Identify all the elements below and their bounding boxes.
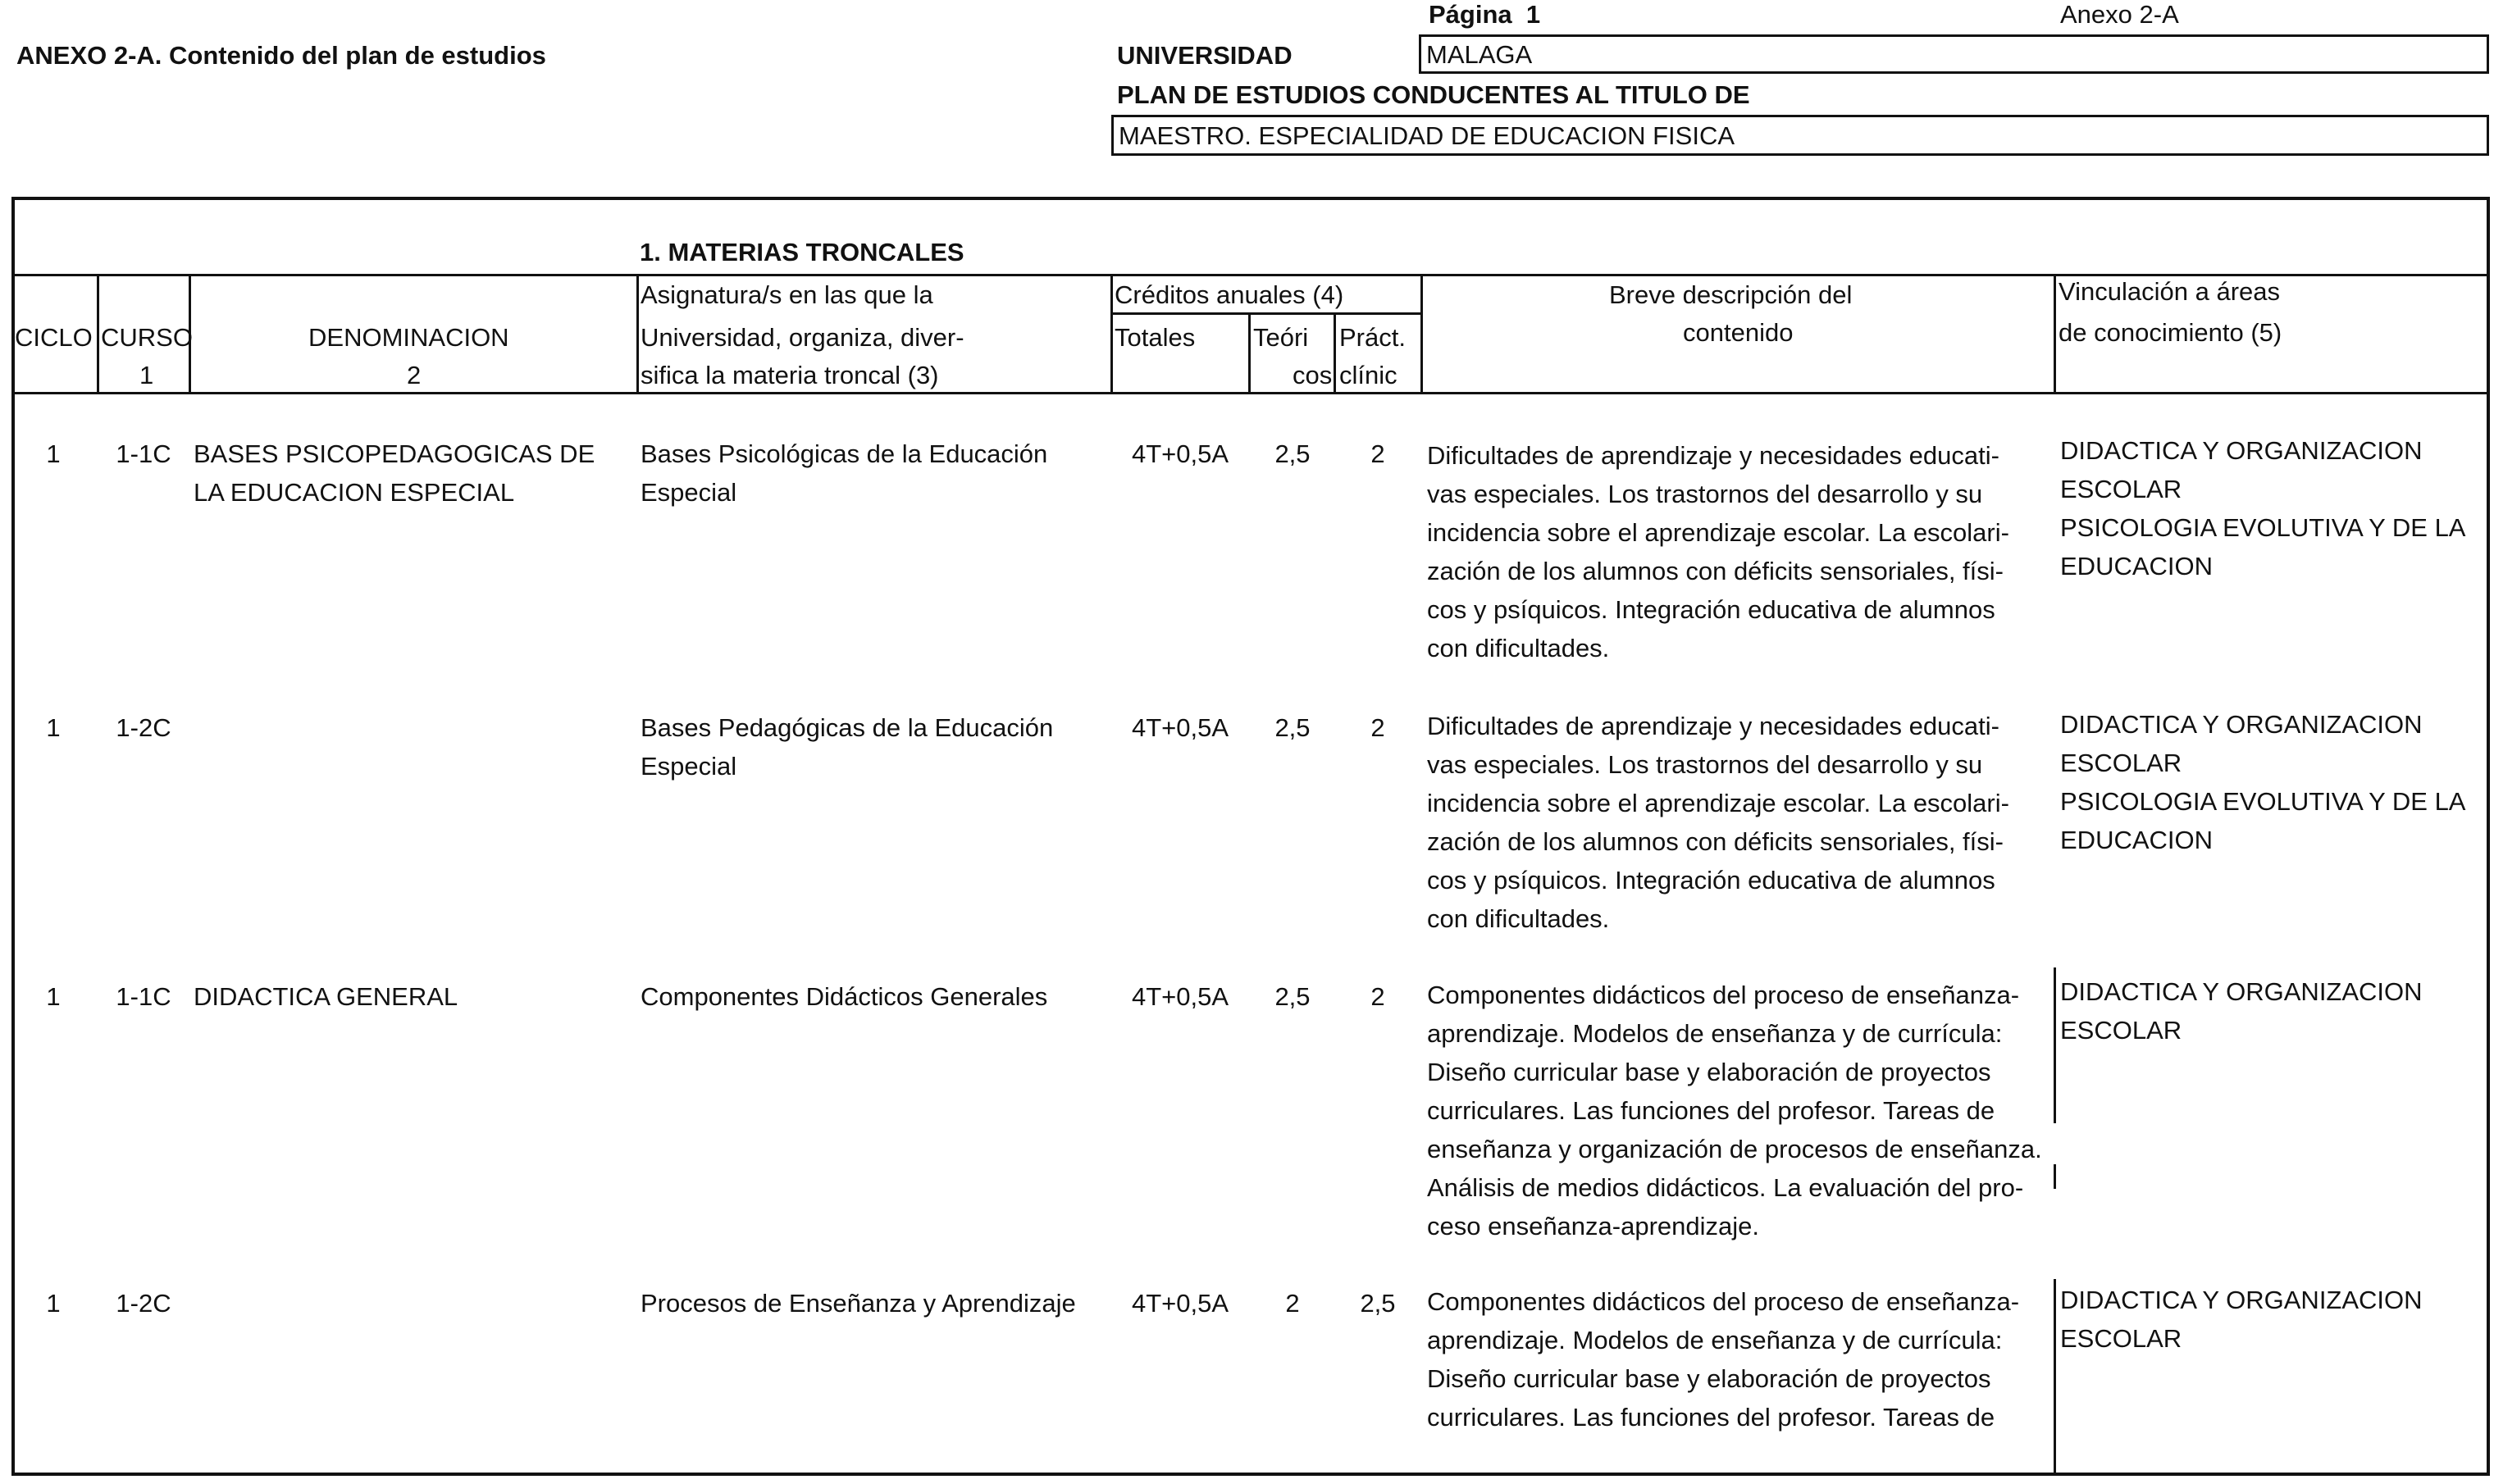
cell-asignatura: Componentes Didácticos Generales bbox=[641, 982, 1048, 1011]
cell-ciclo: 1 bbox=[46, 713, 61, 742]
cell-totales: 4T+0,5A bbox=[1131, 1289, 1229, 1318]
cell-teoricos: 2,5 bbox=[1274, 713, 1311, 742]
vline-teori bbox=[1334, 312, 1336, 394]
vline-desc-body-2 bbox=[2054, 1164, 2056, 1189]
header-bottom-rule bbox=[11, 392, 2490, 394]
cell-vinculacion: DIDACTICA Y ORGANIZACION ESCOLAR bbox=[2060, 977, 2423, 1045]
col-vinc-line2: de conocimiento (5) bbox=[2059, 318, 2282, 347]
cell-asignatura: Bases Psicológicas de la Educación Especial bbox=[641, 439, 1048, 507]
vline-denom bbox=[636, 274, 639, 394]
cell-teoricos: 2,5 bbox=[1274, 982, 1311, 1011]
cell-practicos: 2 bbox=[1370, 439, 1385, 468]
vline-ciclo bbox=[97, 274, 99, 394]
col-denominacion-num: 2 bbox=[407, 361, 422, 389]
plan-label: PLAN DE ESTUDIOS CONDUCENTES AL TITULO DE bbox=[1117, 80, 1750, 109]
col-pract-line2: clínic bbox=[1339, 361, 1397, 389]
section-title: 1. MATERIAS TRONCALES bbox=[640, 238, 964, 266]
cell-descripcion: Dificultades de aprendizaje y necesidades educati- vas especiales. Los trastornos del desarrollo y su incidencia sobre el aprendizaje escolar. La escolari- zación de los alumnos con déficits sensoriales, físi- cos y psíquicos. Integración educativa de alumnos con dificultades. bbox=[1427, 712, 2009, 933]
universidad-value: MALAGA bbox=[1426, 40, 1533, 69]
cell-ciclo: 1 bbox=[46, 1289, 61, 1318]
cell-descripcion: Dificultades de aprendizaje y necesidades educati- vas especiales. Los trastornos del desarrollo y su incidencia sobre el aprendizaje escolar. La escolari- zación de los alumnos con déficits sensoriales, físi- cos y psíquicos. Integración educativa de alumnos con dificultades. bbox=[1427, 441, 2009, 662]
cell-denominacion: BASES PSICOPEDAGOGICAS DE LA EDUCACION ESPECIAL bbox=[194, 439, 595, 507]
col-ciclo: CICLO bbox=[15, 323, 93, 352]
col-denominacion: DENOMINACION bbox=[308, 323, 509, 352]
cell-denominacion: DIDACTICA GENERAL bbox=[194, 982, 458, 1011]
universidad-label: UNIVERSIDAD bbox=[1117, 41, 1293, 70]
cell-vinculacion: DIDACTICA Y ORGANIZACION ESCOLAR bbox=[2060, 1286, 2423, 1353]
universidad-box bbox=[1419, 34, 2489, 74]
cell-vinculacion: DIDACTICA Y ORGANIZACION ESCOLAR PSICOLOGIA EVOLUTIVA Y DE LA EDUCACION bbox=[2060, 710, 2466, 854]
vline-totales bbox=[1248, 312, 1251, 394]
pagina-label-text: Página bbox=[1429, 0, 1512, 29]
cell-descripcion: Componentes didácticos del proceso de enseñanza- aprendizaje. Modelos de enseñanza y de currícula: Diseño curricular base y elaboración de proyectos curriculares. Las funciones del profesor. Tareas de enseñanza y organización de procesos de enseñanza. Análisis de medios didácticos. La evaluación del pro- ceso enseñanza-aprendizaje. bbox=[1427, 981, 2042, 1240]
vline-desc bbox=[2054, 274, 2056, 394]
cell-curso: 1-1C bbox=[116, 982, 171, 1011]
col-teori-line1: Teóri bbox=[1253, 323, 1309, 352]
cell-ciclo: 1 bbox=[46, 982, 61, 1011]
col-asig-line1: Asignatura/s en las que la bbox=[641, 280, 933, 309]
vline-desc-body-3 bbox=[2054, 1279, 2056, 1473]
pagina-number: 1 bbox=[1525, 0, 1541, 29]
col-totales: Totales bbox=[1115, 323, 1196, 352]
cell-descripcion: Componentes didácticos del proceso de enseñanza- aprendizaje. Modelos de enseñanza y de currícula: Diseño curricular base y elaboración de proyectos curriculares. Las funciones del profesor. Tareas de bbox=[1427, 1287, 2020, 1432]
col-creditos: Créditos anuales (4) bbox=[1115, 280, 1344, 309]
cell-practicos: 2 bbox=[1370, 982, 1385, 1011]
col-teori-line2: cos bbox=[1293, 361, 1333, 389]
cell-totales: 4T+0,5A bbox=[1131, 439, 1229, 468]
anexo-ref: Anexo 2-A bbox=[2060, 0, 2179, 29]
col-desc-line1: Breve descripción del bbox=[1609, 280, 1853, 309]
cell-curso: 1-2C bbox=[116, 1289, 171, 1318]
vline-creditos bbox=[1420, 274, 1423, 394]
titulo-box bbox=[1111, 115, 2489, 156]
cell-teoricos: 2 bbox=[1285, 1289, 1300, 1318]
cell-practicos: 2,5 bbox=[1360, 1289, 1396, 1318]
cell-curso: 1-2C bbox=[116, 713, 171, 742]
col-desc-line2: contenido bbox=[1683, 318, 1794, 347]
cell-totales: 4T+0,5A bbox=[1131, 713, 1229, 742]
cell-asignatura: Procesos de Enseñanza y Aprendizaje bbox=[641, 1289, 1076, 1318]
cell-asignatura: Bases Pedagógicas de la Educación Especial bbox=[641, 713, 1054, 781]
cell-curso: 1-1C bbox=[116, 439, 171, 468]
col-pract-line1: Práct. bbox=[1339, 323, 1406, 352]
doc-title: ANEXO 2-A. Contenido del plan de estudios bbox=[16, 41, 546, 70]
cell-vinculacion: DIDACTICA Y ORGANIZACION ESCOLAR PSICOLOGIA EVOLUTIVA Y DE LA EDUCACION bbox=[2060, 436, 2466, 580]
vline-asig bbox=[1110, 274, 1113, 394]
col-curso-num: 1 bbox=[139, 361, 154, 389]
cell-totales: 4T+0,5A bbox=[1131, 982, 1229, 1011]
cell-teoricos: 2,5 bbox=[1274, 439, 1311, 468]
col-asig-line2: Universidad, organiza, diver- bbox=[641, 323, 964, 352]
vline-desc-body bbox=[2054, 967, 2056, 1123]
cell-ciclo: 1 bbox=[46, 439, 61, 468]
col-asig-line3: sifica la materia troncal (3) bbox=[641, 361, 939, 389]
titulo-value: MAESTRO. ESPECIALIDAD DE EDUCACION FISICA bbox=[1119, 121, 1735, 150]
col-curso: CURSO bbox=[101, 323, 193, 352]
cell-practicos: 2 bbox=[1370, 713, 1385, 742]
pagina-label bbox=[1429, 0, 1540, 30]
col-vinc-line1: Vinculación a áreas bbox=[2059, 277, 2280, 306]
